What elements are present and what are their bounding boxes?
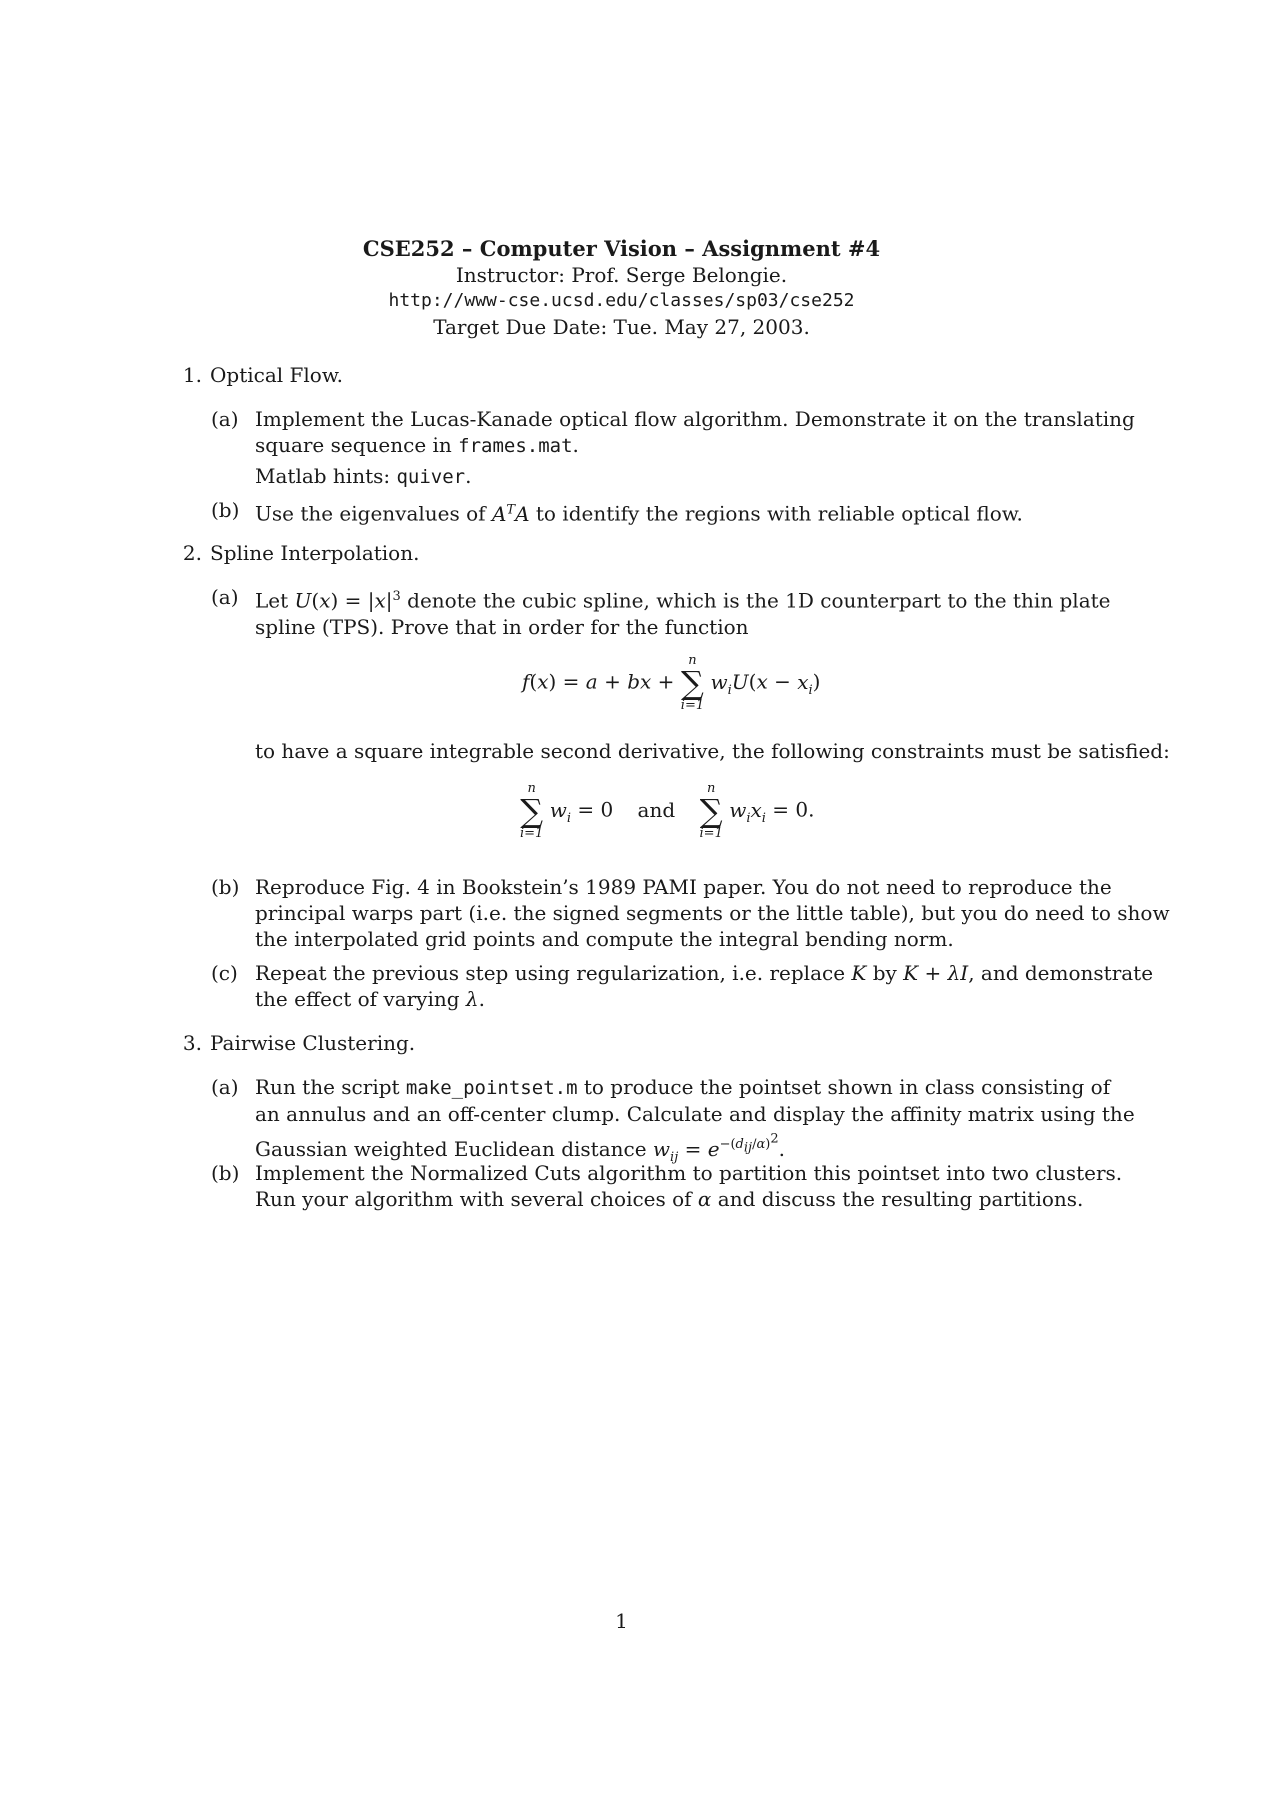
item-text: an annulus and an off-center clump. Calculate and display the affinity matrix using the: [255, 1102, 1135, 1126]
equation-fx: f(x) = a + bx + n ∑ i=1 $w_iU(x - x_i)$: [522, 653, 821, 713]
document-header: [0, 236, 1243, 340]
item-text: to have a square integrable second derivative, the following constraints must be satisfied:: [255, 739, 1170, 763]
instructor-line: Instructor: Prof. Serge Belongie.: [455, 263, 788, 287]
equation-constraints: n ∑ i=1 $w_i = 0$ and n ∑ i=1 $w_ix_i = 0$.: [520, 781, 815, 841]
item-text: Use the eigenvalues of $A^TA$ to identify the regions with reliable optical flow.: [255, 501, 1023, 526]
section-title: Spline Interpolation.: [210, 541, 420, 565]
sum-symbol: n ∑ i=1: [699, 781, 723, 841]
item-2a-continued: [255, 738, 1170, 764]
item-text: square sequence in frames.mat.: [255, 433, 579, 457]
item-3a: [211, 1074, 1135, 1171]
item-text: principal warps part (i.e. the signed segments or the little table), but you do need to show: [255, 901, 1170, 925]
due-date: Target Due Date: Tue. May 27, 2003.: [433, 315, 810, 339]
item-label: (a): [211, 585, 239, 609]
section-title: Pairwise Clustering.: [210, 1031, 416, 1055]
item-text: Let $U(x) = |x|^3$ denote the cubic spline, which is the 1D counterpart to the thin plate: [255, 588, 1111, 613]
section-number: 1.: [182, 363, 202, 387]
course-url: http://www-cse.ucsd.edu/classes/sp03/cse252: [388, 290, 855, 311]
item-label: (a): [211, 1075, 239, 1099]
item-text: Implement the Normalized Cuts algorithm to partition this pointset into two clusters.: [255, 1161, 1123, 1185]
item-text: Run the script make_pointset.m to produce the pointset shown in class consisting of: [255, 1075, 1111, 1099]
item-label: (b): [211, 1161, 240, 1185]
section-number: 2.: [182, 541, 202, 565]
item-label: (b): [211, 498, 240, 522]
item-text: the interpolated grid points and compute the integral bending norm.: [255, 927, 954, 951]
section-title: Optical Flow.: [210, 363, 343, 387]
item-text: spline (TPS). Prove that in order for the function: [255, 614, 749, 639]
item-label: (c): [211, 961, 238, 985]
item-text: Implement the Lucas-Kanade optical flow algorithm. Demonstrate it on the translating: [255, 407, 1135, 431]
section-number: 3.: [182, 1031, 202, 1055]
item-text: Run your algorithm with several choices of α and discuss the resulting partitions.: [255, 1187, 1084, 1211]
item-2a: [211, 584, 1111, 640]
item-label: (a): [211, 407, 239, 431]
item-label: (b): [211, 875, 240, 899]
item-1a: [211, 406, 1135, 490]
item-text: Gaussian weighted Euclidean distance $w_{ij} = e^{-(d_{ij}/\alpha)^2}$.: [255, 1132, 785, 1165]
matlab-hint: Matlab hints: quiver.: [255, 464, 472, 488]
item-2b: [211, 874, 1170, 952]
item-text: Reproduce Fig. 4 in Bookstein’s 1989 PAMI paper. You do not need to reproduce the: [255, 875, 1112, 899]
sum-symbol: n ∑ i=1: [680, 653, 705, 713]
sum-symbol: n ∑ i=1: [520, 781, 544, 841]
item-2c: [211, 960, 1154, 1012]
page-number: 1: [615, 1609, 628, 1633]
doc-title: CSE252 – Computer Vision – Assignment #4: [362, 236, 881, 261]
item-1b: [211, 497, 1089, 527]
item-text: Repeat the previous step using regularization, i.e. replace K by K + λI, and demonstrate: [255, 961, 1154, 985]
item-3b: [211, 1160, 1123, 1212]
item-text: the effect of varying λ.: [255, 987, 485, 1011]
